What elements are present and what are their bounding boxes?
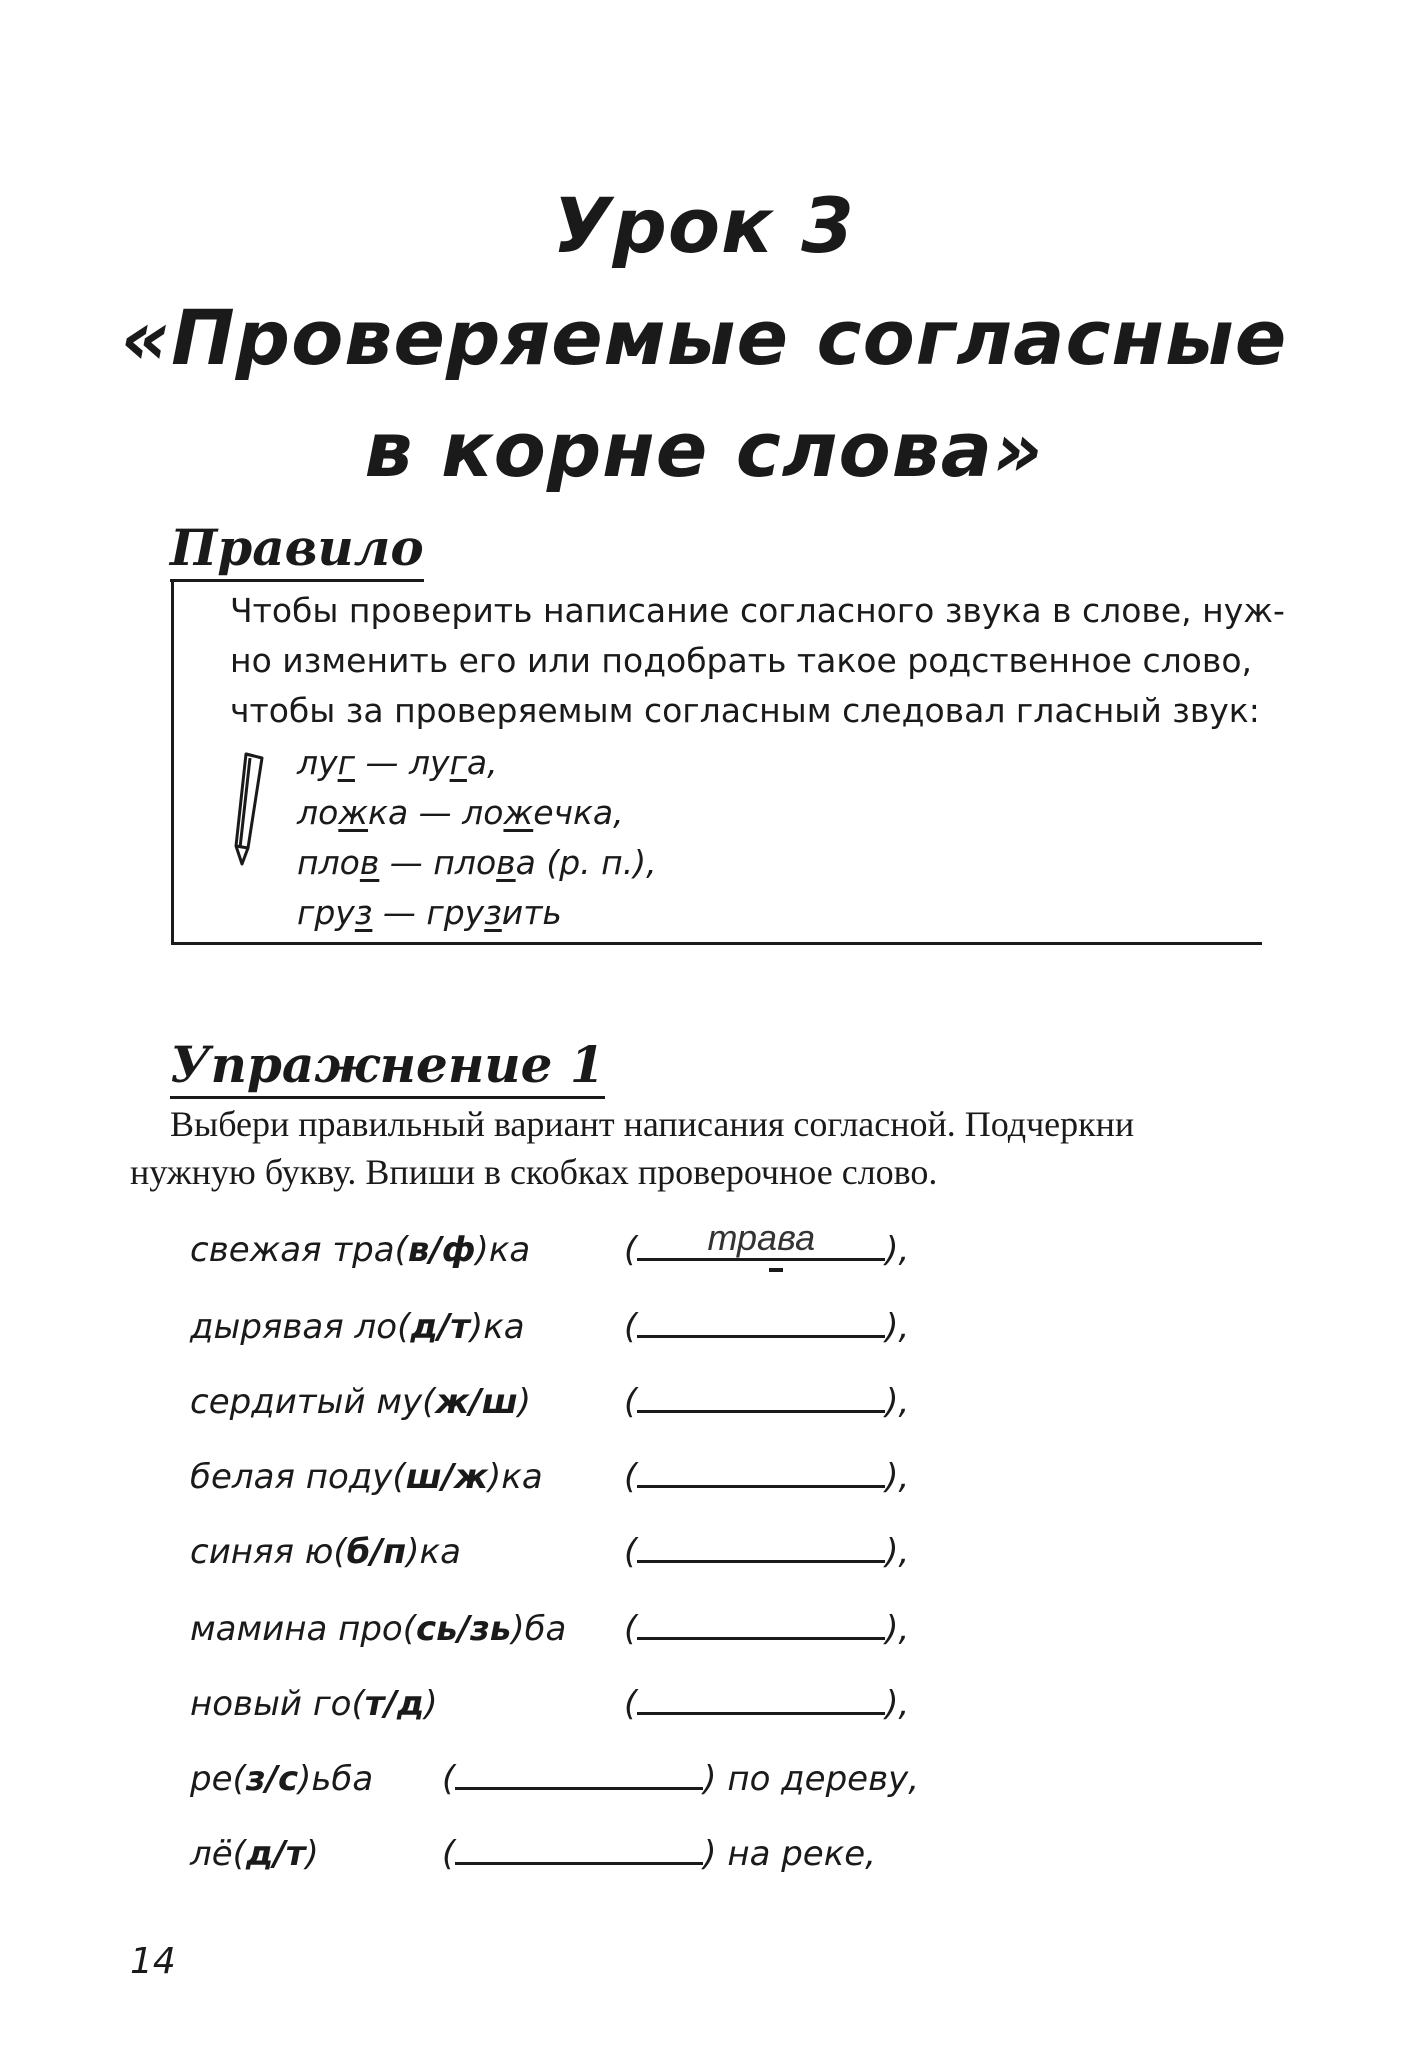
answer-letter-underline: [769, 1268, 783, 1272]
lesson-title-line-2: «Проверяемые согласные: [120, 293, 1288, 382]
exercise-item: белая поду(ш/ж)ка ( ),: [190, 1457, 910, 1497]
rule-text-line: чтобы за проверяемым согласным следовал гласный звук:: [230, 691, 1260, 730]
rule-text-line: но изменить его или подобрать такое родственное слово,: [230, 641, 1253, 680]
exercise-item: свежая тра(в/ф)ка ( трава ),: [190, 1217, 910, 1270]
answer-field[interactable]: [637, 1380, 885, 1413]
rule-heading-text: Правило: [170, 518, 424, 577]
exercise-item: синяя ю(б/п)ка ( ),: [190, 1532, 910, 1572]
exercise-task-line-1: Выбери правильный вариант написания согласной. Подчеркни: [170, 1104, 1135, 1144]
answer-field[interactable]: [637, 1305, 885, 1338]
lesson-title-line-1: Урок 3: [552, 181, 856, 270]
rule-example: плов — плова (р. п.),: [297, 843, 657, 882]
rule-example: груз — грузить: [297, 893, 562, 932]
rule-example: ложка — ложечка,: [297, 793, 624, 832]
answer-text: трава: [707, 1217, 816, 1258]
exercise-heading-text: Упражнение 1: [170, 1035, 605, 1094]
rule-heading: [170, 518, 424, 578]
answer-field[interactable]: [637, 1607, 885, 1640]
exercise-heading: [170, 1035, 605, 1095]
lesson-title: [0, 170, 1408, 506]
page-number: 14: [130, 1941, 176, 1982]
rule-example: луг — луга,: [297, 743, 498, 782]
rule-text-line: Чтобы проверить написание согласного звука в слове, нуж-: [230, 591, 1285, 630]
answer-field[interactable]: [637, 1682, 885, 1715]
exercise-heading-underline: [170, 1096, 605, 1099]
rule-examples: [297, 738, 657, 938]
answer-field[interactable]: [455, 1757, 703, 1790]
exercise-item: мамина про(сь/зь)ба ( ),: [190, 1609, 910, 1649]
answer-field[interactable]: [455, 1832, 703, 1865]
exercise-item: дырявая ло(д/т)ка ( ),: [190, 1307, 910, 1347]
rule-text: [230, 586, 1285, 736]
lesson-title-line-3: в корне слова»: [364, 405, 1044, 494]
pencil-icon: [232, 748, 268, 868]
answer-field[interactable]: [637, 1217, 885, 1261]
exercise-item: сердитый му(ж/ш) ( ),: [190, 1382, 910, 1422]
exercise-item: лё(д/т) ( ) на реке,: [190, 1834, 876, 1874]
answer-field[interactable]: [637, 1530, 885, 1563]
exercise-item: новый го(т/д) ( ),: [190, 1684, 910, 1724]
exercise-task: [130, 1100, 1134, 1196]
exercise-task-line-2: нужную букву. Впиши в скобках проверочное слово.: [130, 1152, 938, 1192]
answer-field[interactable]: [637, 1455, 885, 1488]
exercise-item: ре(з/с)ьба ( ) по дереву,: [190, 1759, 920, 1799]
